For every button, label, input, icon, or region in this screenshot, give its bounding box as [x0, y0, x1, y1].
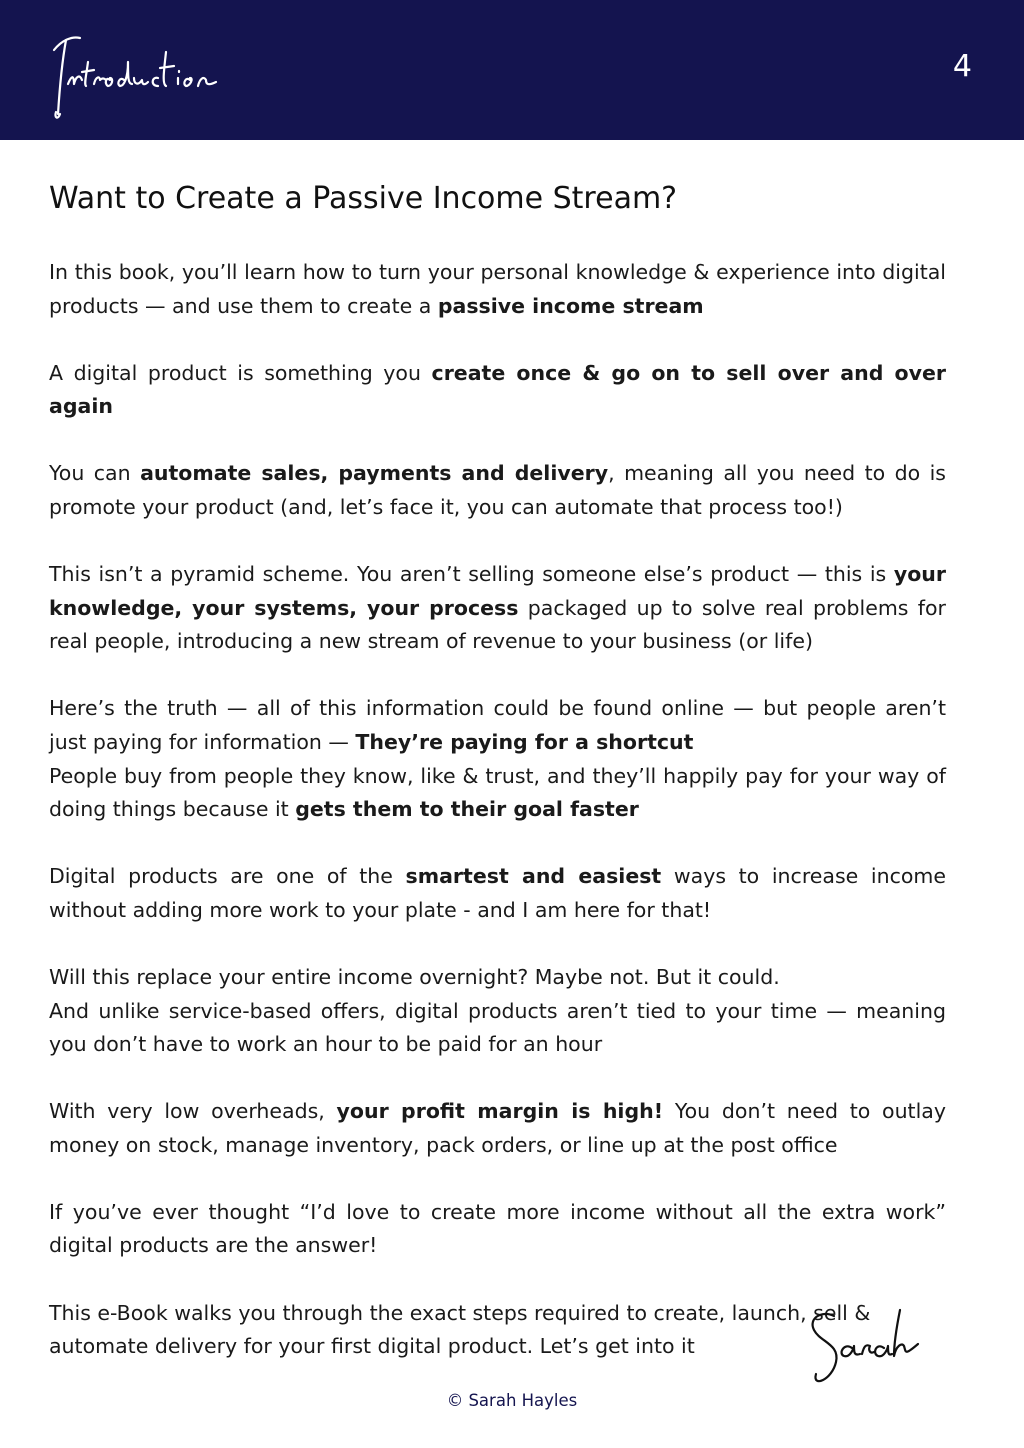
paragraph-5-bold-2: gets them to their goal faster [295, 797, 639, 822]
paragraph-5-line-1 [49, 692, 946, 759]
paragraph-3 [49, 457, 946, 524]
page-heading: Want to Create a Passive Income Stream? [49, 181, 678, 216]
paragraph-4-bold: your knowledge, your systems, your process [49, 562, 946, 620]
paragraph-5-line-2 [49, 760, 946, 827]
paragraph-9 [49, 1196, 946, 1263]
paragraph-3-bold: automate sales, payments and delivery [140, 461, 609, 486]
paragraph-7-line-1: Will this replace your entire income overnight? Maybe not. But it could. [49, 964, 780, 989]
paragraph-6-text: Digital products are one of the [49, 864, 406, 889]
paragraph-2-bold: create once & go on to sell over and over again [49, 360, 947, 419]
introduction-script-title [48, 22, 248, 122]
paragraph-6 [49, 860, 946, 927]
paragraph-6-bold: smartest and easiest [405, 864, 662, 889]
paragraph-8-bold: your profit margin is high! [336, 1099, 664, 1124]
paragraph-5-bold: They’re paying for a shortcut [355, 729, 694, 754]
paragraph-3-text-end: , meaning all you need to do is promote your product (and, let’s face it, you can automate that process too!) [49, 461, 946, 519]
paragraph-2 [49, 357, 946, 424]
paragraph-1-text: In this book, you’ll learn how to turn your personal knowledge & experience into digital products — and use them to create a [49, 260, 946, 318]
paragraph-4-text-end: packaged up to solve real problems for real people, introducing a new stream of revenue to your business (or life) [49, 595, 946, 654]
paragraph-5-text-2: People buy from people they know, like & trust, and they’ll happily pay for your way of doing things because it [49, 763, 946, 822]
paragraph-9-text: If you’ve ever thought “I’d love to create more income without all the extra work” digital products are the answer! [49, 1199, 946, 1258]
paragraph-8-text-end: You don’t need to outlay money on stock, manage inventory, pack orders, or line up at the post office [49, 1099, 946, 1157]
paragraph-6-text-end: ways to increase income without adding more work to your plate - and I am here for that! [49, 864, 946, 922]
paragraph-8-text: With very low overheads, [49, 1099, 337, 1124]
paragraph-1 [49, 256, 946, 323]
paragraph-4 [49, 558, 946, 659]
paragraph-5 [49, 692, 946, 826]
paragraph-3-text: You can [49, 461, 141, 486]
page-header [0, 0, 1024, 140]
paragraph-4-text: This isn’t a pyramid scheme. You aren’t selling someone else’s product — this is [49, 562, 894, 587]
paragraph-2-text: A digital product is something you [49, 360, 432, 385]
page-number: 4 [952, 49, 972, 84]
paragraph-5-text: Here’s the truth — all of this information could be found online — but people aren’t just paying for information — [49, 696, 946, 754]
page-content [49, 176, 946, 1397]
footer-copyright: © Sarah Hayles [446, 1391, 578, 1410]
paragraph-7 [49, 961, 946, 1062]
paragraph-10-text: This e-Book walks you through the exact steps required to create, launch, sell & automate delivery for your first digital product. Let’s get into it [49, 1300, 871, 1359]
paragraph-8 [49, 1095, 946, 1162]
paragraph-1-bold: passive income stream [437, 293, 704, 318]
paragraph-7-line-2: And unlike service-based offers, digital products aren’t tied to your time — meaning you don’t have to work an hour to be paid for an hour [49, 998, 946, 1057]
signature-sarah [800, 1300, 930, 1396]
